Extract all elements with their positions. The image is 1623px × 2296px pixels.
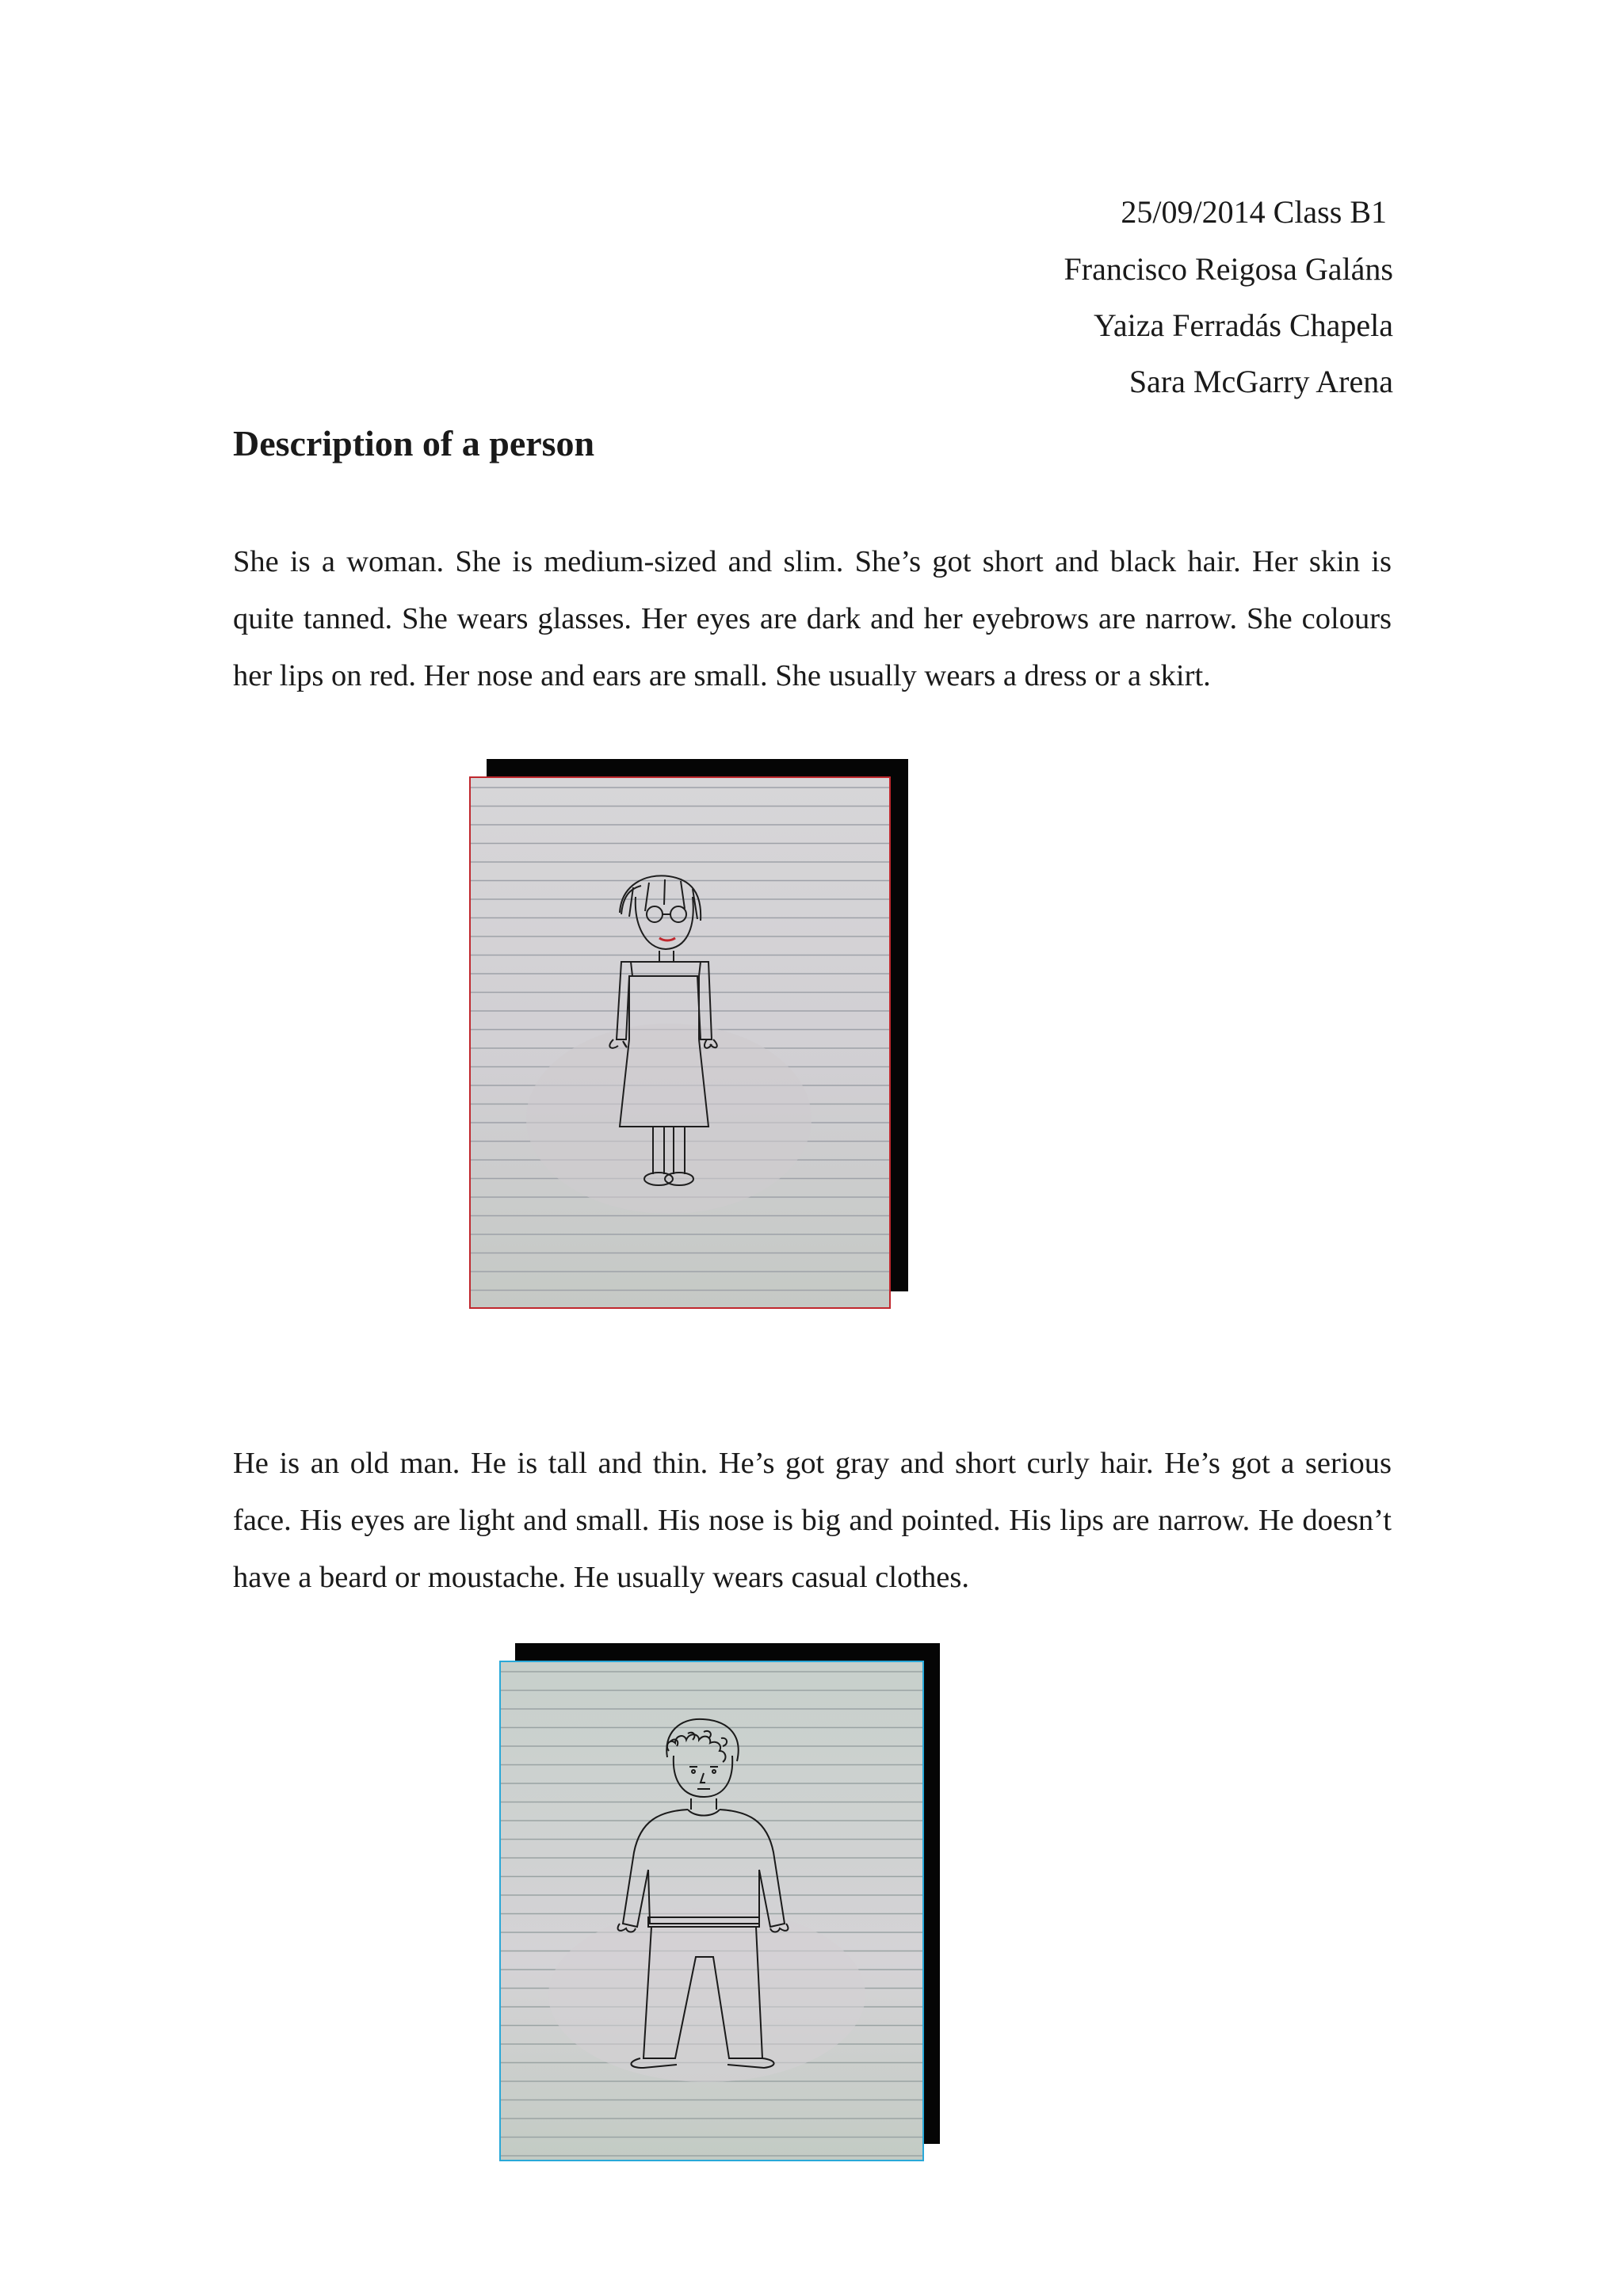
- woman-sketch-image: [471, 778, 889, 1307]
- author-name-3: Sara McGarry Arena: [1128, 364, 1393, 399]
- man-description: He is an old man. He is tall and thin. He’s got gray and short curly hair. He’s got a serious face. His eyes are light and small. His nose is big and pointed. His lips are narrow. He doesn’t have a beard or moustache. He usually wears casual clothes.: [233, 1447, 1392, 1594]
- woman-drawing-figure: [469, 759, 910, 1309]
- man-drawing-figure: [499, 1643, 940, 2163]
- man-sketch-image: [501, 1662, 922, 2160]
- author-name-1: Francisco Reigosa Galáns: [1064, 251, 1393, 287]
- date-class-line: 25/09/2014 Class B1: [1121, 194, 1387, 230]
- man-drawing-photo: [499, 1661, 924, 2161]
- author-name-2: Yaiza Ferradás Chapela: [1093, 307, 1393, 343]
- woman-drawing-photo: [469, 776, 891, 1309]
- woman-description: She is a woman. She is medium-sized and slim. She’s got short and black hair. Her skin is quite tanned. She wears glasses. Her eyes are dark and her eyebrows are narrow. She colours her lips on red. Her nose and ears are small. She usually wears a dress or a skirt.: [233, 545, 1392, 692]
- page-title: Description of a person: [233, 423, 595, 463]
